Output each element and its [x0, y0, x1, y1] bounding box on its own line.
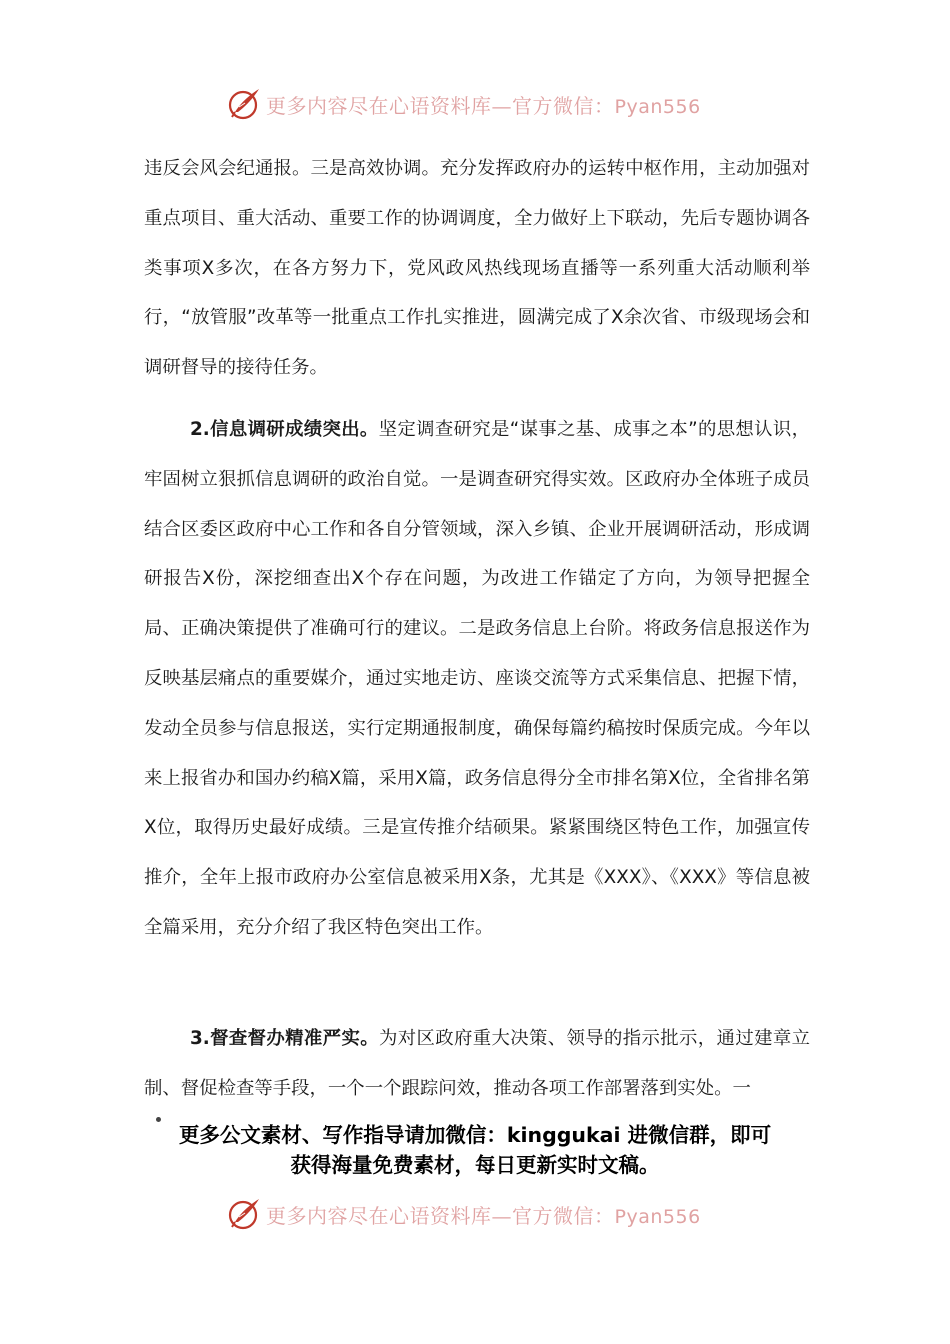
paragraph-continuation	[144, 144, 810, 393]
watermark-wechat-id: Pyan556	[614, 1205, 701, 1228]
promo-notice	[136, 1120, 814, 1180]
watermark-wechat-id: Pyan556	[614, 95, 701, 118]
paragraph-text: 为对区政府重大决策、领导的指示批示，通过建章立制、督促检查等手段，一个一个跟踪问效，推动各项工作部署落到实处。一	[144, 1028, 810, 1099]
paragraph-text: 坚定调查研究是“谋事之基、成事之本”的思想认识，牢固树立狠抓信息调研的政治自觉。一是调查研究得实效。区政府办全体班子成员结合区委区政府中心工作和各自分管领域，深入乡镇、企业开展调研活动，形成调研报告X份，深挖细查出X个存在问题，为改进工作锚定了方向，为领导把握全局、正确决策提供了准确可行的建议。二是政务信息上台阶。将政务信息报送作为反映基层痛点的重要媒介，通过实地走访、座谈交流等方式采集信息、把握下情，发动全员参与信息报送，实行定期通报制度，确保每篇约稿按时保质完成。今年以来上报省办和国办约稿X篇，采用X篇，政务信息得分全市排名第X位，全省排名第X位，取得历史最好成绩。三是宣传推介结硕果。紧紧围绕区特色工作，加强宣传推介，全年上报市政府办公室信息被采用X条，尤其是《XXX》、《XXX》等信息被全篇采用，充分介绍了我区特色突出工作。	[144, 419, 810, 938]
promo-line-1: 更多公文素材、写作指导请加微信：kinggukai 进微信群，即可	[178, 1123, 772, 1147]
promo-line-2: 获得海量免费素材，每日更新实时文稿。	[290, 1153, 660, 1177]
header-watermark	[226, 84, 701, 124]
watermark-text	[266, 1200, 701, 1229]
quill-pen-icon	[226, 86, 262, 122]
paragraph-lead: 3.督查督办精准严实。	[190, 1028, 379, 1049]
watermark-main: 更多内容尽在心语资料库—官方微信：	[266, 1203, 615, 1228]
paragraph-text: 违反会风会纪通报。三是高效协调。充分发挥政府办的运转中枢作用，主动加强对重点项目、重大活动、重要工作的协调调度，全力做好上下联动，先后专题协调各类事项X多次，在各方努力下，党风政风热线现场直播等一系列重大活动顺利举行，“放管服”改革等一批重点工作扎实推进，圆满完成了X余次省、市级现场会和调研督导的接待任务。	[144, 158, 810, 379]
paragraph-lead: 2.信息调研成绩突出。	[190, 419, 379, 440]
watermark-main: 更多内容尽在心语资料库—官方微信：	[266, 93, 615, 118]
paragraph-supervision	[144, 1014, 810, 1114]
paragraph-information-research	[144, 405, 810, 953]
watermark-text	[266, 90, 701, 119]
footer-watermark	[226, 1194, 701, 1234]
quill-pen-icon	[226, 1196, 262, 1232]
